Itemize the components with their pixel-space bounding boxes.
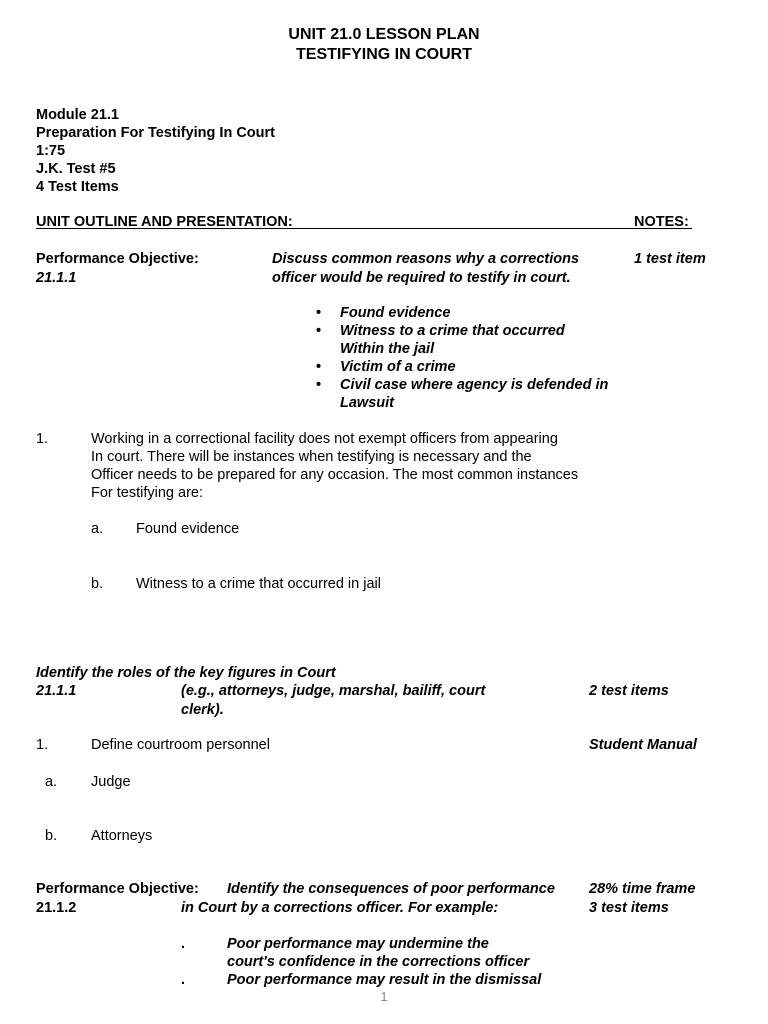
module-time: 1:75 [36,143,66,159]
objective2-number: 21.1.1 [36,683,77,699]
bullet-dot: • [316,377,322,393]
po1-bullet-2-cont: Within the jail [340,341,435,357]
objective2-text-line1: (e.g., attorneys, judge, marshal, bailiff, court [181,683,486,699]
po3-item-1: Poor performance may undermine the [227,936,489,952]
po1-bullet-4: Civil case where agency is defended in [340,377,609,393]
section2-b-label: b. [45,828,58,844]
section1-line3: Officer needs to be prepared for any occasion. The most common instances [91,467,579,483]
po3-label: Performance Objective: [36,881,199,897]
module-number: Module 21.1 [36,107,119,123]
section2-b-text: Attorneys [91,828,153,844]
section2-a-text: Judge [91,774,131,790]
po1-bullet-2: Witness to a crime that occurred [340,323,565,339]
outline-heading: UNIT OUTLINE AND PRESENTATION: [36,214,293,230]
po3-item-1-cont: court's confidence in the corrections officer [227,954,530,970]
section1-a-label: a. [91,521,104,537]
bullet-dot: • [316,323,322,339]
po1-number: 21.1.1 [36,270,77,286]
po3-number: 21.1.2 [36,900,77,916]
po1-label: Performance Objective: [36,251,199,267]
po1-bullet-1: Found evidence [340,305,451,321]
po3-item-2: Poor performance may result in the dismissal [227,972,542,988]
po3-line1: Identify the consequences of poor performance [227,881,555,897]
objective2-note: 2 test items [589,683,669,699]
po3-item-dot: . [181,936,186,952]
po3-item-dot: . [181,972,186,988]
section2-a-label: a. [45,774,58,790]
po1-bullet-4-cont: Lawsuit [340,395,394,411]
section1-line1: Working in a correctional facility does not exempt officers from appearing [91,431,558,447]
outline-underline [36,228,692,229]
po3-note2: 3 test items [589,900,669,916]
section1-number: 1. [36,431,49,447]
section1-line4: For testifying are: [91,485,204,501]
section1-a-text: Found evidence [136,521,240,537]
module-name: Preparation For Testifying In Court [36,125,275,141]
section2-number: 1. [36,737,49,753]
objective2-heading: Identify the roles of the key figures in Court [36,665,336,681]
po1-note: 1 test item [634,251,706,267]
notes-heading: NOTES: [634,214,689,230]
page-number: 1 [380,989,388,1004]
po1-bullet-3: Victim of a crime [340,359,456,375]
section1-b-text: Witness to a crime that occurred in jail [136,576,381,592]
po3-line2: in Court by a corrections officer. For example: [181,900,499,916]
objective2-text-line2: clerk). [181,702,224,718]
section1-line2: In court. There will be instances when testifying is necessary and the [91,449,532,465]
section2-note: Student Manual [589,737,697,753]
bullet-dot: • [316,359,322,375]
module-test: J.K. Test #5 [36,161,116,177]
section1-b-label: b. [91,576,104,592]
po3-note1: 28% time frame [589,881,696,897]
po1-text-line2: officer would be required to testify in court. [272,270,571,286]
bullet-dot: • [316,305,322,321]
po1-text-line1: Discuss common reasons why a corrections [272,251,580,267]
page-title-line2: TESTIFYING IN COURT [296,46,472,63]
page-title-line1: UNIT 21.0 LESSON PLAN [288,26,480,43]
module-test-items: 4 Test Items [36,179,119,195]
section2-text: Define courtroom personnel [91,737,270,753]
